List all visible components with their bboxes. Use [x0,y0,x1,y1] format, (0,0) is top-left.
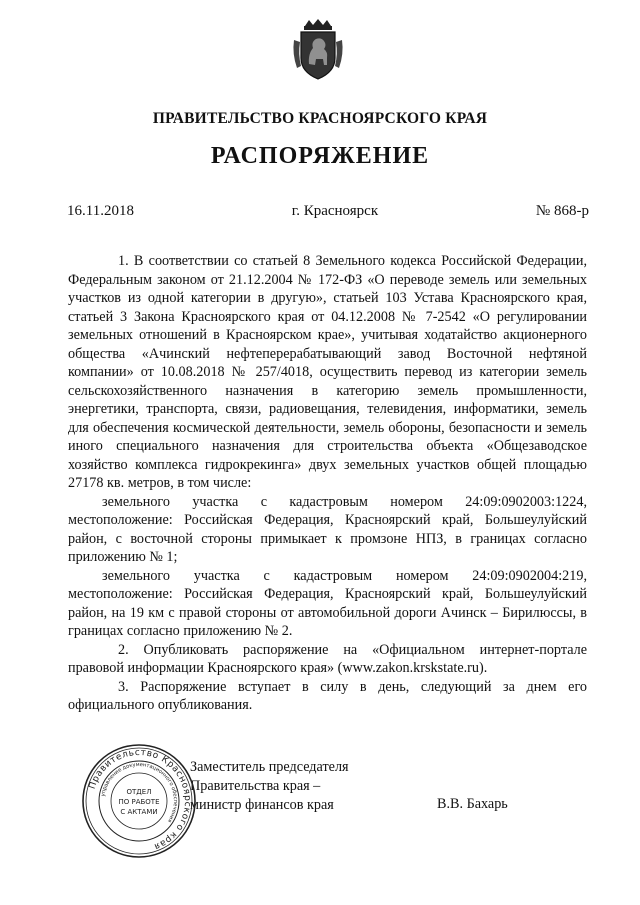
signatory-position-line: Правительства края – [190,778,321,794]
krasnoyarsk-coat-of-arms-icon [291,18,345,82]
document-city: г. Красноярск [291,203,379,219]
stamp-inner-ring-text: управление документационного обеспечения [100,761,179,824]
paragraph-1-item-1: земельного участка с кадастровым номером 24:09:0902003:1224, местоположение: Российская Федерация, Красноярский край, Большеулуйский район, с восточной стороны примыкает к промзоне НПЗ, в границах согласно приложению № 1; [68,493,587,565]
paragraph-1: 1. В соответствии со статьей 8 Земельного кодекса Российской Федерации, Федеральным законом от 21.12.2004 № 172-ФЗ «О переводе земель или земельных участков из одной категории в другую», статьей 103 Устава Красноярского края, статьей 3 Закона Красноярского края от 04.12.2008 № 7-2542 «О регулировании земельных отношений в Красноярском крае», учитывая ходатайство акционерного общества «Ачинский нефтеперерабатывающий завод Восточной нефтяной компании» от 10.08.2018 № 257/4018, осуществить перевод из категории земель сельскохозяйственного назначения в категорию земель промышленности, энергетики, транспорта, связи, радиовещания, телевидения, информатики, земель для обеспечения космической деятельности, земель обороны, безопасности и земель иного специального назначения для строительства объекта «Общезаводское хозяйство комплекса гидрокрекинга» двух земельных участков общей площадью 27178 кв. метров, в том числе: [68,253,587,491]
stamp-outer-text: Правительство Красноярского края [87,747,193,852]
paragraph-2: 2. Опубликовать распоряжение на «Официальном интернет-портале правовой информации Красноярского края» (www.zakon.krskstate.ru). [68,641,587,676]
signatory-position-line: Заместитель председателя [190,759,349,775]
signatory-position-line: министр финансов края [190,797,334,813]
paragraph-3: 3. Распоряжение вступает в силу в день, следующий за днем его официального опубликования. [68,678,587,713]
stamp-center-line: ОТДЕЛ [126,788,152,796]
document-meta-row [67,203,589,220]
stamp-center-line: ПО РАБОТЕ [118,798,160,806]
document-type-title: РАСПОРЯЖЕНИЕ [210,143,430,169]
signatory-position [190,758,349,815]
paragraph-1-item-2: земельного участка с кадастровым номером 24:09:0902004:219, местоположение: Российская Федерация, Красноярский край, Большеулуйский район, на 19 км с правой стороны от автомобильной дороги Ачинск – Бирилюссы, в границах согласно приложению № 2. [68,567,587,639]
government-title: ПРАВИТЕЛЬСТВО КРАСНОЯРСКОГО КРАЯ [152,110,488,127]
stamp-center-line: С АКТАМИ [120,808,158,816]
official-stamp [80,742,198,860]
document-number: № 868-р [535,203,589,219]
document-date: 16.11.2018 [67,203,134,219]
document-body [68,252,587,715]
signatory-name: В.В. Бахарь [437,796,508,812]
